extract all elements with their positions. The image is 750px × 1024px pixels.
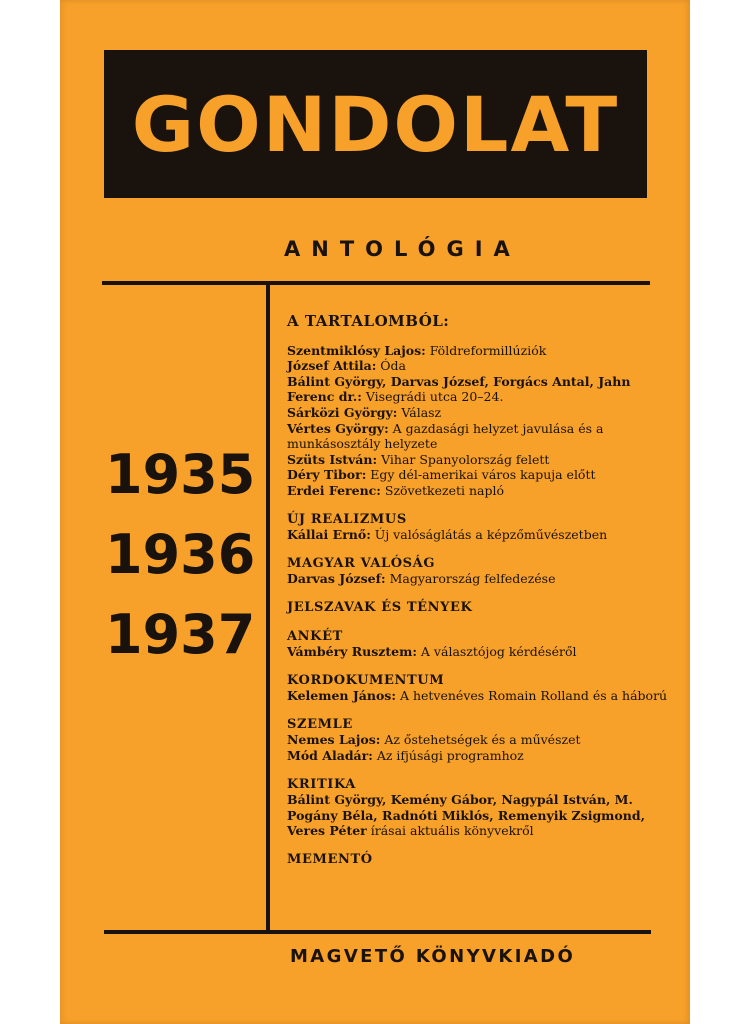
contents-entry [287, 792, 672, 839]
top-divider [102, 281, 650, 285]
contents-entry [287, 467, 672, 483]
contents-section [287, 600, 672, 616]
contents-entry [287, 358, 672, 374]
entry-work: A gazdasági helyzet javulása és a munkásosztály helyzete [287, 420, 604, 452]
section-heading: MEMENTÓ [287, 852, 373, 868]
entry-author: Mód Aladár: [287, 748, 373, 764]
entry-author: Bálint György, Kemény Gábor, Nagypál István, M. Pogány Béla, Radnóti Miklós, Remenyik Zsigmond, Veres Péter [287, 792, 645, 839]
section-heading: JELSZAVAK ÉS TÉNYEK [287, 599, 473, 615]
entry-author: Kelemen János: [287, 688, 396, 704]
entry-work: Óda [376, 358, 406, 374]
contents-sections [287, 512, 672, 868]
table-of-contents [287, 314, 672, 868]
contents-section [287, 512, 672, 543]
contents-section [287, 777, 672, 839]
contents-entry [287, 343, 672, 359]
publisher-name: MAGVETŐ KÖNYVKIADÓ [290, 946, 576, 967]
section-heading: ANKÉT [287, 628, 343, 644]
entry-work: Válasz [397, 404, 442, 420]
vertical-divider [266, 281, 270, 933]
entry-work: Visegrádi utca 20–24. [361, 389, 504, 405]
section-heading: SZEMLE [287, 716, 353, 732]
contents-entry [287, 483, 672, 499]
section-heading: KORDOKUMENTUM [287, 672, 445, 688]
book-cover [60, 0, 690, 1024]
entry-author: Darvas József: [287, 571, 386, 587]
entry-work: Magyarország felfedezése [385, 571, 556, 587]
section-heading: ÚJ REALIZMUS [287, 511, 407, 527]
entry-work: Szövetkezeti napló [380, 482, 505, 498]
year-1935: 1935 [105, 443, 256, 506]
entry-author: Sárközi György: [287, 404, 398, 420]
title-banner [104, 50, 647, 198]
entry-author: Szentmiklósy Lajos: [287, 342, 426, 358]
entry-author: Vámbéry Rusztem: [287, 644, 417, 660]
entry-work: A hetvenéves Romain Rolland és a háború [395, 688, 668, 704]
bottom-divider [104, 930, 651, 934]
year-1937: 1937 [105, 603, 256, 666]
contents-section [287, 673, 672, 704]
contents-entry [287, 421, 672, 452]
entry-author: József Attila: [287, 358, 377, 374]
entry-author: Vértes György: [287, 420, 389, 436]
years-block [105, 435, 256, 675]
entry-author: Bálint György, Darvas József, Forgács Antal, Jahn Ferenc dr.: [287, 373, 631, 405]
entry-work: Vihar Spanyolország felett [377, 451, 550, 467]
entry-work: Egy dél-amerikai város kapuja előtt [366, 467, 596, 483]
entry-author: Déry Tibor: [287, 467, 367, 483]
book-subtitle: ANTOLÓGIA [284, 237, 521, 261]
contents-entry [287, 748, 672, 764]
entry-author: Nemes Lajos: [287, 732, 381, 748]
entry-work: Új valóságlátás a képzőművészetben [370, 527, 608, 543]
contents-section [287, 852, 672, 868]
contents-entry [287, 688, 672, 704]
main-entries [287, 343, 672, 499]
entry-author: Kállai Ernő: [287, 527, 371, 543]
contents-section [287, 717, 672, 764]
entry-work: A választójog kérdéséről [416, 644, 577, 660]
entry-work: Az őstehetségek és a művészet [380, 732, 581, 748]
contents-entry [287, 374, 672, 405]
contents-heading: A TARTALOMBÓL: [287, 312, 450, 330]
contents-entry [287, 527, 672, 543]
entry-author: Erdei Ferenc: [287, 482, 381, 498]
contents-section [287, 556, 672, 587]
contents-entry [287, 571, 672, 587]
section-heading: KRITIKA [287, 776, 356, 792]
entry-work: Földreformillúziók [425, 342, 547, 358]
contents-section [287, 629, 672, 660]
contents-entry [287, 405, 672, 421]
entry-work: írásai aktuális könyvekről [366, 823, 534, 839]
entry-work: Az ifjúsági programhoz [372, 748, 524, 764]
contents-entry [287, 644, 672, 660]
entry-author: Szüts István: [287, 451, 378, 467]
section-heading: MAGYAR VALÓSÁG [287, 555, 436, 571]
year-1936: 1936 [105, 523, 256, 586]
book-title: GONDOLAT [131, 79, 620, 169]
contents-entry [287, 452, 672, 468]
contents-entry [287, 732, 672, 748]
